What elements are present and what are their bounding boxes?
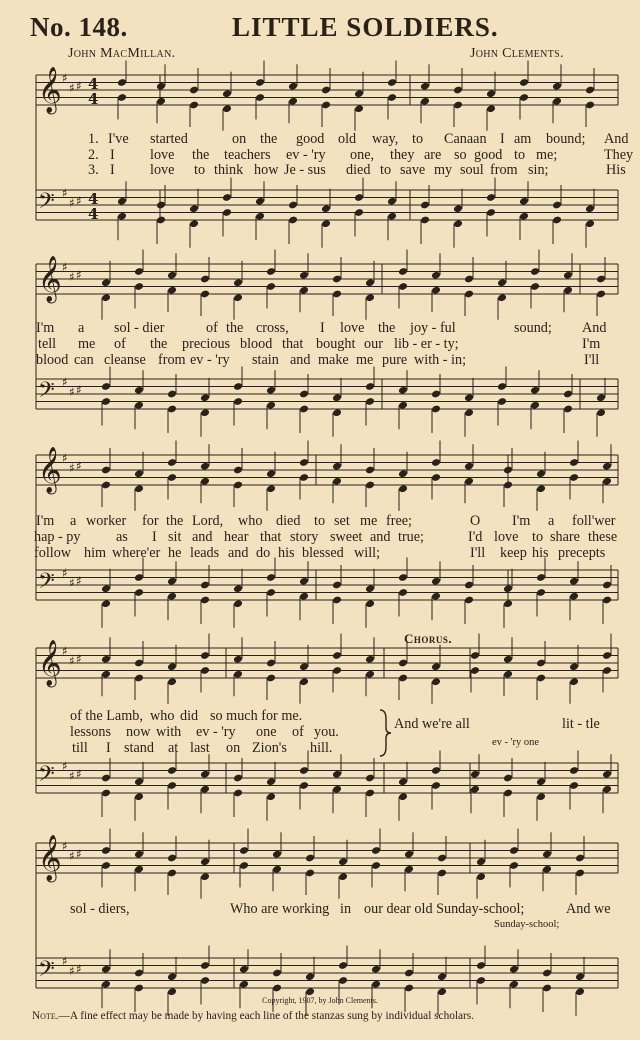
sharp-sign: ♯	[62, 954, 68, 968]
hymn-number: No. 148.	[30, 12, 128, 42]
sharp-sign: ♯	[76, 652, 82, 666]
composer-credit: John Clements.	[470, 46, 564, 61]
footnote-label: Note.	[32, 1010, 59, 1022]
sharp-sign: ♯	[62, 451, 68, 465]
hymn-title: LITTLE SOLDIERS.	[232, 12, 499, 42]
sharp-sign: ♯	[76, 194, 82, 208]
sharp-sign: ♯	[69, 769, 75, 783]
sharp-sign: ♯	[76, 459, 82, 473]
sharp-sign: ♯	[69, 196, 75, 210]
footnote-text: —A fine effect may be made by having each line of the stanzas sung by individual scholars.	[58, 1010, 475, 1022]
sharp-sign: ♯	[69, 654, 75, 668]
sharp-sign: ♯	[62, 759, 68, 773]
bass-clef: 𝄢	[38, 957, 55, 987]
treble-clef: 𝄞	[38, 67, 62, 113]
verse-brace	[378, 709, 392, 757]
sharp-sign: ♯	[62, 375, 68, 389]
sharp-sign: ♯	[76, 847, 82, 861]
treble-clef: 𝄞	[38, 640, 62, 686]
sharp-sign: ♯	[76, 383, 82, 397]
bass-clef: 𝄢	[38, 189, 55, 219]
treble-clef: 𝄞	[38, 447, 62, 493]
sharp-sign: ♯	[62, 71, 68, 85]
sharp-sign: ♯	[62, 186, 68, 200]
sharp-sign: ♯	[69, 849, 75, 863]
sharp-sign: ♯	[69, 385, 75, 399]
treble-clef: 𝄞	[38, 835, 62, 881]
echo-lyric-s5: Sunday-school;	[494, 919, 560, 930]
chorus-label: Chorus.	[404, 631, 453, 646]
sharp-sign: ♯	[69, 576, 75, 590]
sharp-sign: ♯	[76, 268, 82, 282]
time-signature: 4	[88, 90, 99, 108]
author-credit: John MacMillan.	[68, 46, 176, 61]
sharp-sign: ♯	[76, 79, 82, 93]
sharp-sign: ♯	[62, 839, 68, 853]
bass-clef: 𝄢	[38, 762, 55, 792]
sharp-sign: ♯	[76, 767, 82, 781]
sharp-sign: ♯	[62, 260, 68, 274]
sharp-sign: ♯	[62, 644, 68, 658]
sharp-sign: ♯	[76, 962, 82, 976]
sharp-sign: ♯	[62, 566, 68, 580]
copyright-line: Copyright, 1907, by John Clements.	[262, 996, 378, 1005]
echo-lyric: ev - 'ry one	[492, 737, 540, 748]
footnote	[32, 1010, 474, 1022]
sharp-sign: ♯	[69, 81, 75, 95]
time-signature: 4	[88, 75, 99, 93]
bass-clef: 𝄢	[38, 569, 55, 599]
treble-clef: 𝄞	[38, 256, 62, 302]
sharp-sign: ♯	[69, 270, 75, 284]
time-signature: 4	[88, 205, 99, 223]
bass-clef: 𝄢	[38, 378, 55, 408]
sharp-sign: ♯	[69, 461, 75, 475]
time-signature: 4	[88, 190, 99, 208]
sharp-sign: ♯	[69, 964, 75, 978]
sharp-sign: ♯	[76, 574, 82, 588]
